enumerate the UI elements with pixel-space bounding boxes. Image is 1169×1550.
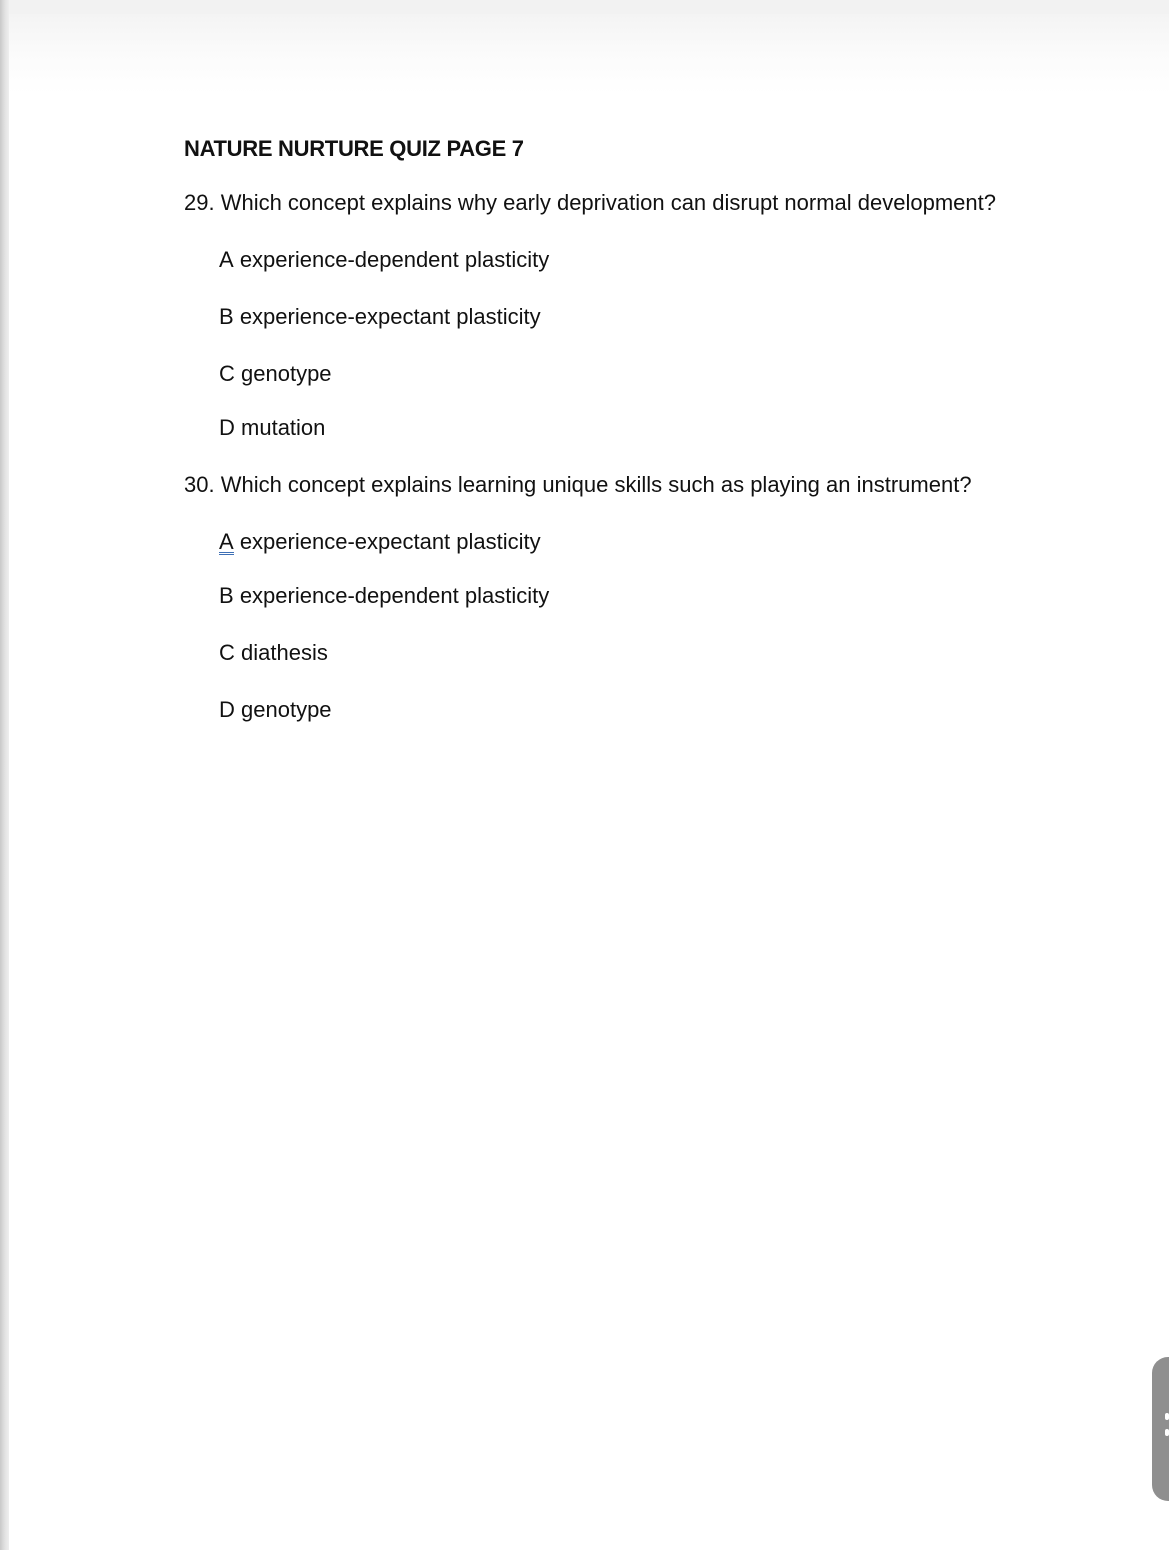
option-letter: C: [219, 361, 235, 386]
option-letter-marked[interactable]: A: [219, 529, 234, 554]
option-text: experience-expectant plasticity: [239, 304, 541, 329]
handle-grip-icon: [1165, 1413, 1169, 1420]
option-text: genotype: [241, 361, 332, 386]
option-letter: B: [219, 304, 234, 329]
option-text: experience-expectant plasticity: [239, 529, 541, 554]
document-page[interactable]: [9, 14, 1169, 1550]
scroll-handle[interactable]: [1152, 1357, 1169, 1501]
question-29-option-b: [219, 304, 541, 330]
question-30-option-a: [219, 529, 541, 555]
left-page-edge: [0, 0, 9, 1550]
option-letter: A: [219, 247, 234, 272]
question-29-option-c: [219, 361, 332, 387]
option-letter: D: [219, 697, 235, 722]
option-text: genotype: [241, 697, 332, 722]
question-30-option-c: [219, 640, 328, 666]
question-30-option-b: [219, 583, 549, 609]
question-30-option-d: [219, 697, 332, 723]
question-29-option-d: [219, 415, 325, 441]
option-text: diathesis: [241, 640, 328, 665]
handle-grip-icon: [1165, 1429, 1169, 1436]
page-title: NATURE NURTURE QUIZ PAGE 7: [184, 136, 524, 161]
option-letter: B: [219, 583, 234, 608]
question-30: 30. Which concept explains learning unique skills such as playing an instrument?: [184, 472, 972, 497]
option-text: mutation: [241, 415, 326, 440]
option-text: experience-dependent plasticity: [239, 247, 550, 272]
question-29-option-a: [219, 247, 549, 273]
option-letter: C: [219, 640, 235, 665]
question-29: 29. Which concept explains why early deprivation can disrupt normal development?: [184, 190, 996, 215]
option-text: experience-dependent plasticity: [239, 583, 550, 608]
option-letter: D: [219, 415, 235, 440]
top-bar: [0, 0, 1169, 14]
